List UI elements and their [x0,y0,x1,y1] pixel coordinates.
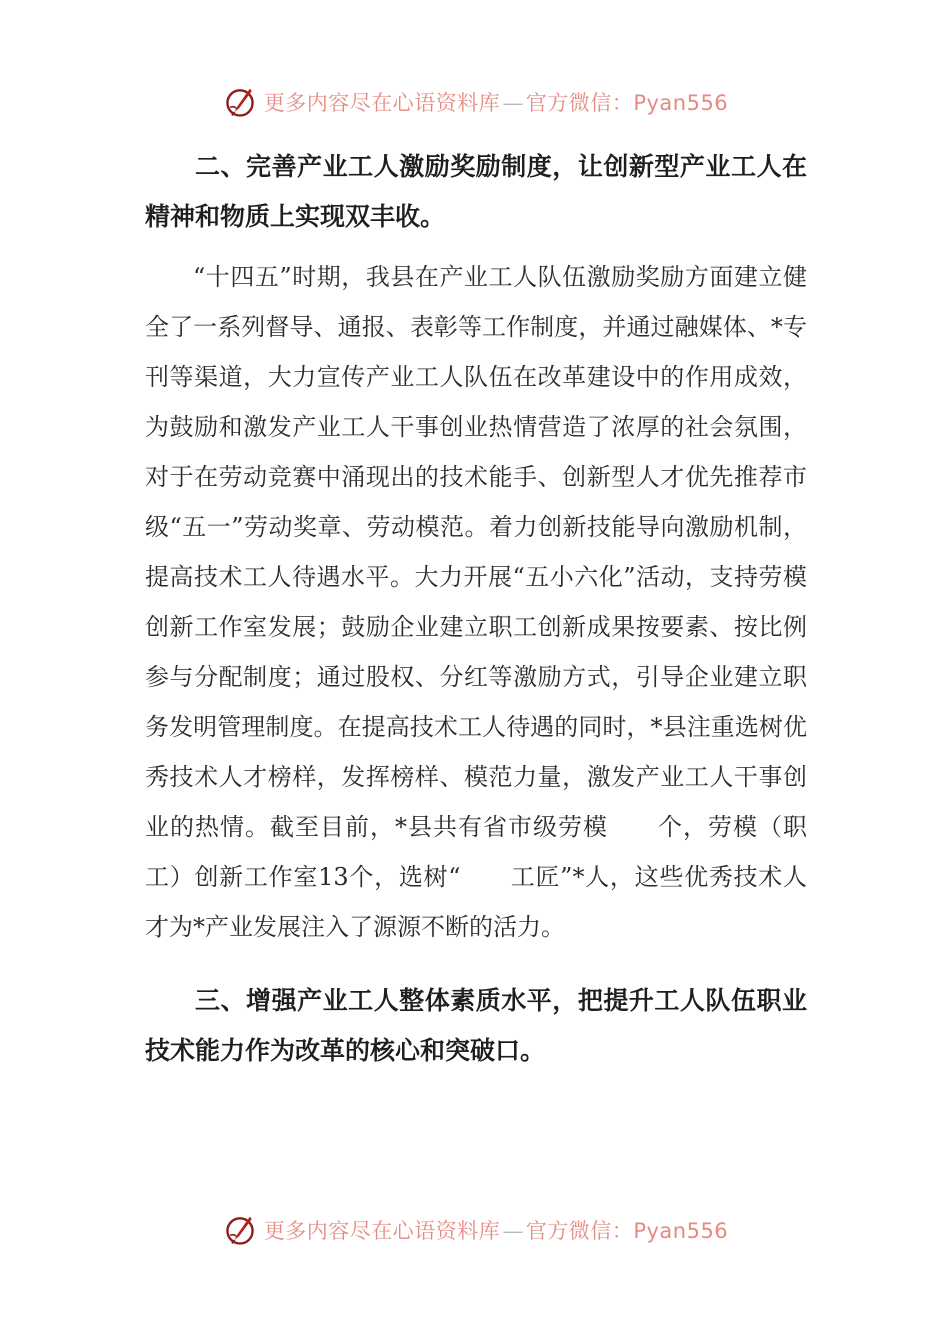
document-body [145,142,807,1076]
watermark-header [0,82,950,122]
watermark-wechat-label: 官方微信： [525,1219,634,1243]
watermark-dash: — [502,91,524,115]
watermark-main-text: 更多内容尽在心语资料库 [263,1219,501,1243]
watermark-wechat-id: Pyan556 [633,1219,729,1243]
watermark-dash: — [502,1219,524,1243]
section-2-paragraph: “十四五”时期，我县在产业工人队伍激励奖励方面建立健全了一系列督导、通报、表彰等工作制度，并通过融媒体、*专刊等渠道，大力宣传产业工人队伍在改革建设中的作用成效，为鼓励和激发产业工人干事创业热情营造了浓厚的社会氛围，对于在劳动竞赛中涌现出的技术能手、创新型人才优先推荐市级“五一”劳动奖章、劳动模范。着力创新技能导向激励机制，提高技术工人待遇水平。大力开展“五小六化”活动，支持劳模创新工作室发展；鼓励企业建立职工创新成果按要素、按比例参与分配制度；通过股权、分红等激励方式，引导企业建立职务发明管理制度。在提高技术工人待遇的同时，*县注重选树优秀技术人才榜样，发挥榜样、模范力量，激发产业工人干事创业的热情。截至目前，*县共有省市级劳模 个，劳模（职工）创新工作室13个，选树“ 工匠”*人，这些优秀技术人才为*产业发展注入了源源不断的活力。 [145,263,807,941]
section-3-heading: 三、增强产业工人整体素质水平，把提升工人队伍职业技术能力作为改革的核心和突破口。 [145,986,807,1065]
watermark-footer [0,1210,950,1250]
watermark-main-text: 更多内容尽在心语资料库 [263,91,501,115]
watermark-text [264,1215,728,1245]
watermark-text [264,87,728,117]
quill-circle-icon [222,1212,258,1248]
section-2-heading: 二、完善产业工人激励奖励制度，让创新型产业工人在精神和物质上实现双丰收。 [145,152,807,231]
watermark-wechat-label: 官方微信： [525,91,634,115]
watermark-wechat-id: Pyan556 [633,91,729,115]
quill-circle-icon [222,84,258,120]
